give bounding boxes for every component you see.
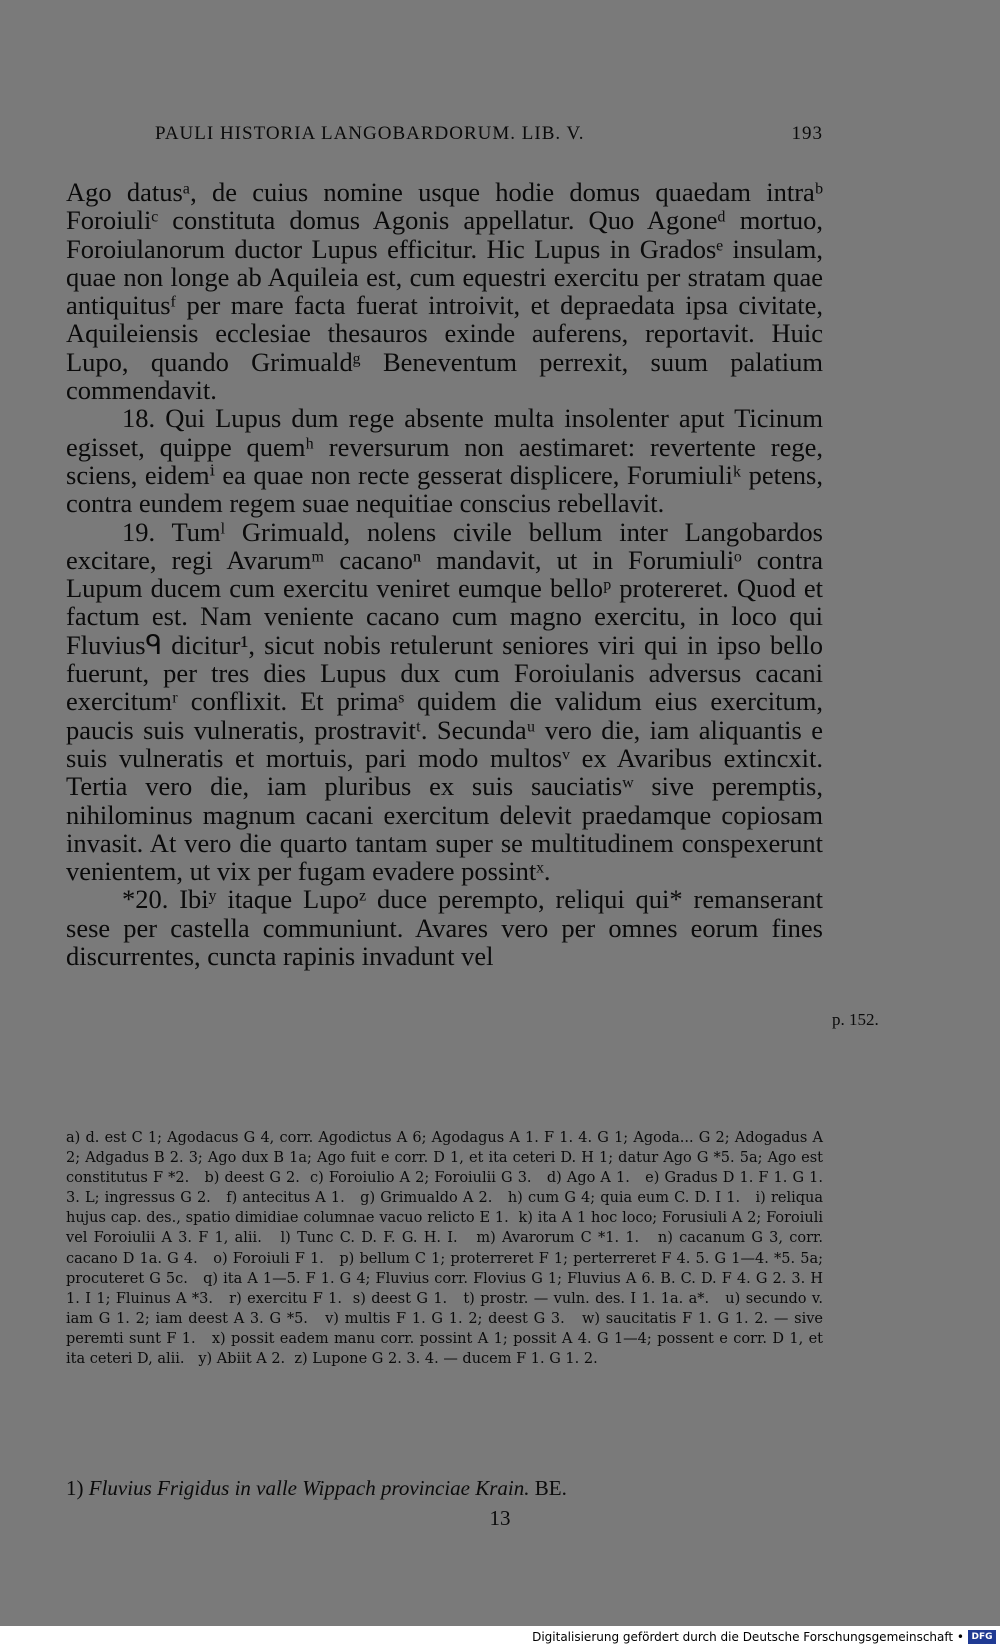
running-head-title: PAULI HISTORIA LANGOBARDORUM. LIB. V. [155, 123, 585, 144]
signature-mark: 13 [489, 1506, 511, 1530]
main-text [66, 178, 823, 970]
footnote-signature: BE. [534, 1476, 567, 1500]
footnote-text: Fluvius Frigidus in valle Wippach provinciae Krain. [88, 1476, 530, 1500]
footer-text: Digitalisierung gefördert durch die Deutsche Forschungsgemeinschaft • [532, 1630, 964, 1644]
paragraph-chapter-20: *20. Ibiʸ itaque Lupoᶻ duce perempto, reliqui qui* remanserant sese per castella communiunt. Avares vero per omnes eorum fines discurrentes, cuncta rapinis invadunt vel [66, 884, 823, 972]
paragraph-chapter-19: 19. Tumˡ Grimuald, nolens civile bellum inter Langobardos excitare, regi Avarumᵐ cacanoⁿ mandavit, ut in Forumiuliᵒ contra Lupum ducem cum exercitu veniret eumque belloᵖ protereret. Quod et factum est. Nam veniente cacano cum magno exercitu, in loco qui Fluviusᑫ dicitur¹, sicut nobis retulerunt seniores viri qui in ipso bello fuerunt, per tres dies Lupus dux cum Foroiulanis adversus cacani exercitumʳ conflixit. Et primaˢ quidem die validum eius exercitum, paucis suis vulneratis, prostravitᵗ. Secundaᵘ vero die, iam aliquantis e suis vulneratis et mortuis, pari modo multosᵛ ex Avaribus extincxit. Tertia vero die, iam pluribus ex suis sauciatisʷ sive peremptis, nihilominus magnum cacani exercitum delevit praedamque copiosam invasit. At vero die quarto tantam super se multitudinem conspexerunt venientem, ut vix per fugam evadere possintˣ. [66, 516, 823, 887]
dfg-logo: DFG [968, 1630, 996, 1644]
footnote-marker: 1) [66, 1476, 84, 1500]
page-number: 193 [791, 123, 823, 144]
footnote [66, 1476, 823, 1501]
running-head [155, 123, 823, 145]
variant-notes: a) d. est C 1; Agodacus G 4, corr. Agodictus A 6; Agodagus A 1. F 1. 4. G 1; Agoda... G 2; Adogadus A 2; Adgadus B 2. 3; Ago dux B 1a; Ago fuit e corr. D 1, et ita ceteri D. H 1; datur Ago G *5. 5a; Ago est constitutus F *2. b) deest G 2. c) Foroiulio A 2; Foroiulii G 3. d) Ago A 1. e) Gradus D 1. F 1. G 1. 3. L; ingressus G 2. f) antecitus A 1. g) Grimualdo A 2. h) cum G 4; quia eum C. D. I 1. i) reliqua hujus cap. des., spatio dimidiae columnae vacuo relicto E 1. k) ita A 1 hoc loco; Forusiuli A 2; Foroiuli vel Foroiulii A 3. F 1, alii. l) Tunc C. D. F. G. H. I. m) Avarorum C *1. 1. n) cacanum G 3, corr. cacano D 1a. G 4. o) Foroiuli F 1. p) bellum C 1; proterreret F 1; perterreret F 4. 5. G 1—4. *5. 5a; procuteret G 5c. q) ita A 1—5. F 1. G 4; Fluvius corr. Flovius G 1; Fluvius A 6. B. C. D. F 4. G 2. 3. H 1. I 1; Fluinus A *3. r) exercitu F 1. s) deest G 1. t) prostr. — vuln. des. I 1. 1a. a*. u) secundo v. iam G 1. 2; iam deest A 3. G *5. v) multis F 1. G 1. 2; deest G 3. w) saucitatis F 1. G 1. 2. — sive peremti sunt F 1. x) possit eadem manu corr. possint A 1; possit A 4. G 1—4; possent e corr. D 1, et ita ceteri D, alii. y) Abiit A 2. z) Lupone G 2. 3. 4. — ducem F 1. G 1. 2. [66, 1130, 828, 1368]
paragraph-1: Ago datusᵃ, de cuius nomine usque hodie domus quaedam intraᵇ Foroiuliᶜ constituta domus Agonis appellatur. Quo Agoneᵈ mortuo, Foroiulanorum ductor Lupus efficitur. Hic Lupus in Gradosᵉ insulam, quae non longe ab Aquileia est, cum equestri exercitu per stratam quae antiquitusᶠ per mare facta fuerat introivit, et depraedata ipsa civitate, Aquileiensis ecclesiae thesauros exinde auferens, reportavit. Huic Lupo, quando Grimualdᵍ Beneventum perrexit, suum palatium commendavit. [66, 177, 823, 406]
paragraph-chapter-18: 18. Qui Lupus dum rege absente multa insolenter aput Ticinum egisset, quippe quemʰ reversurum non aestimaret: revertente rege, sciens, eidemⁱ ea quae non recte gesserat displicere, Forumiuliᵏ petens, contra eundem regem suae nequitiae conscius rebellavit. [66, 403, 823, 519]
margin-page-reference: p. 152. [832, 1010, 879, 1029]
digitization-footer [0, 1626, 1000, 1648]
